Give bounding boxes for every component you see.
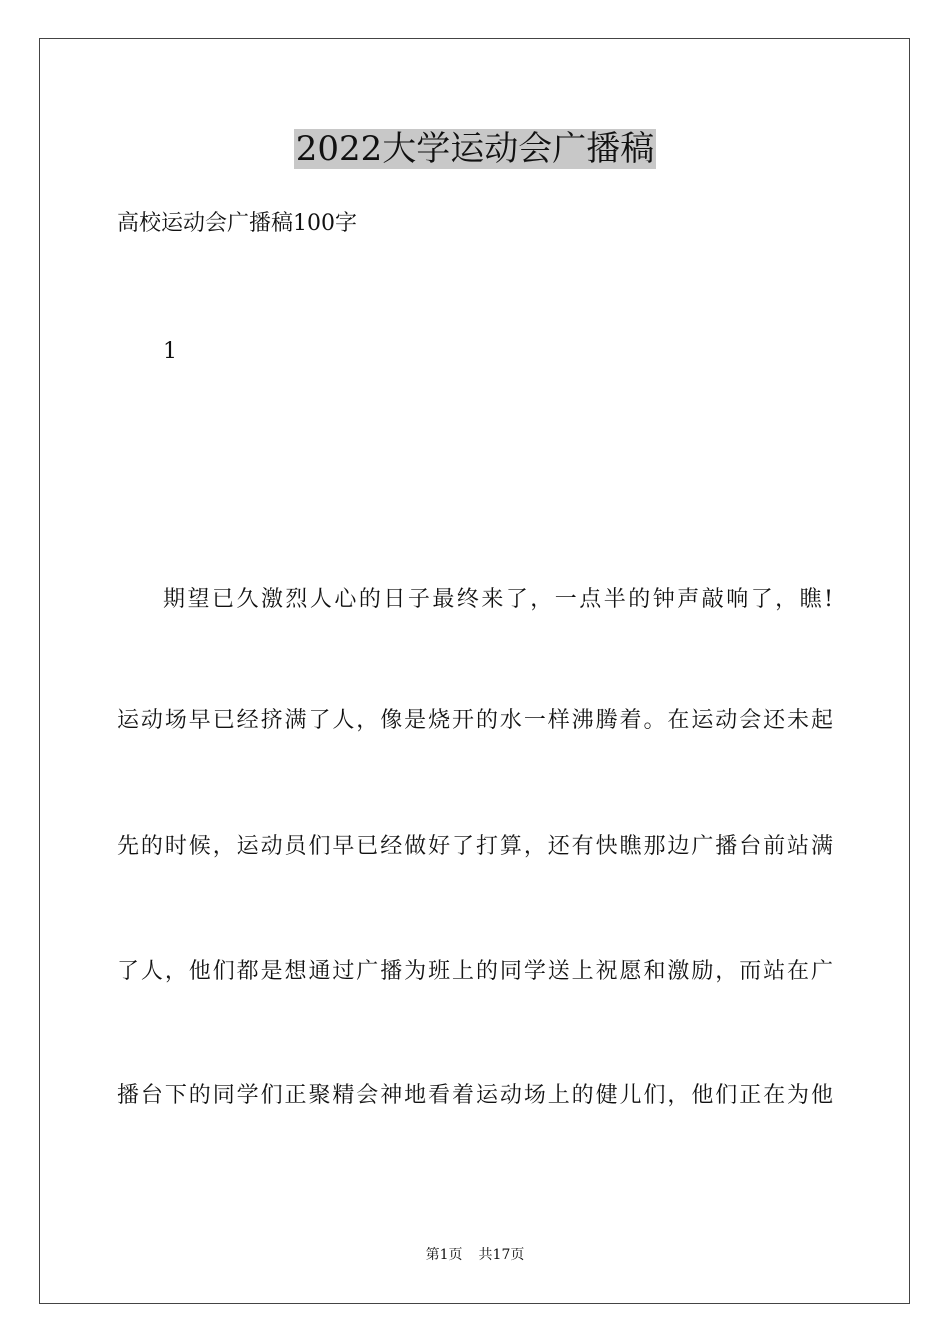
body-line: 先的时候，运动员们早已经做好了打算，还有快瞧那边广播台前站满 <box>117 834 833 859</box>
document-title-text: 2022大学运动会广播稿 <box>295 129 655 169</box>
body-line: 播台下的同学们正聚精会神地看着运动场上的健儿们，他们正在为他 <box>117 1083 833 1108</box>
body-line: 运动场早已经挤满了人，像是烧开的水一样沸腾着。在运动会还未起 <box>117 708 833 733</box>
page-footer <box>0 1245 950 1265</box>
body-line: 期望已久激烈人心的日子最终来了，一点半的钟声敲响了，瞧! <box>163 587 833 612</box>
section-number: 1 <box>163 339 177 364</box>
total-pages: 共17页 <box>478 1247 525 1263</box>
body-line: 了人，他们都是想通过广播为班上的同学送上祝愿和激励，而站在广 <box>117 959 833 984</box>
document-subtitle: 高校运动会广播稿100字 <box>117 211 357 236</box>
document-title <box>0 126 950 172</box>
page-number: 第1页 <box>425 1247 463 1263</box>
